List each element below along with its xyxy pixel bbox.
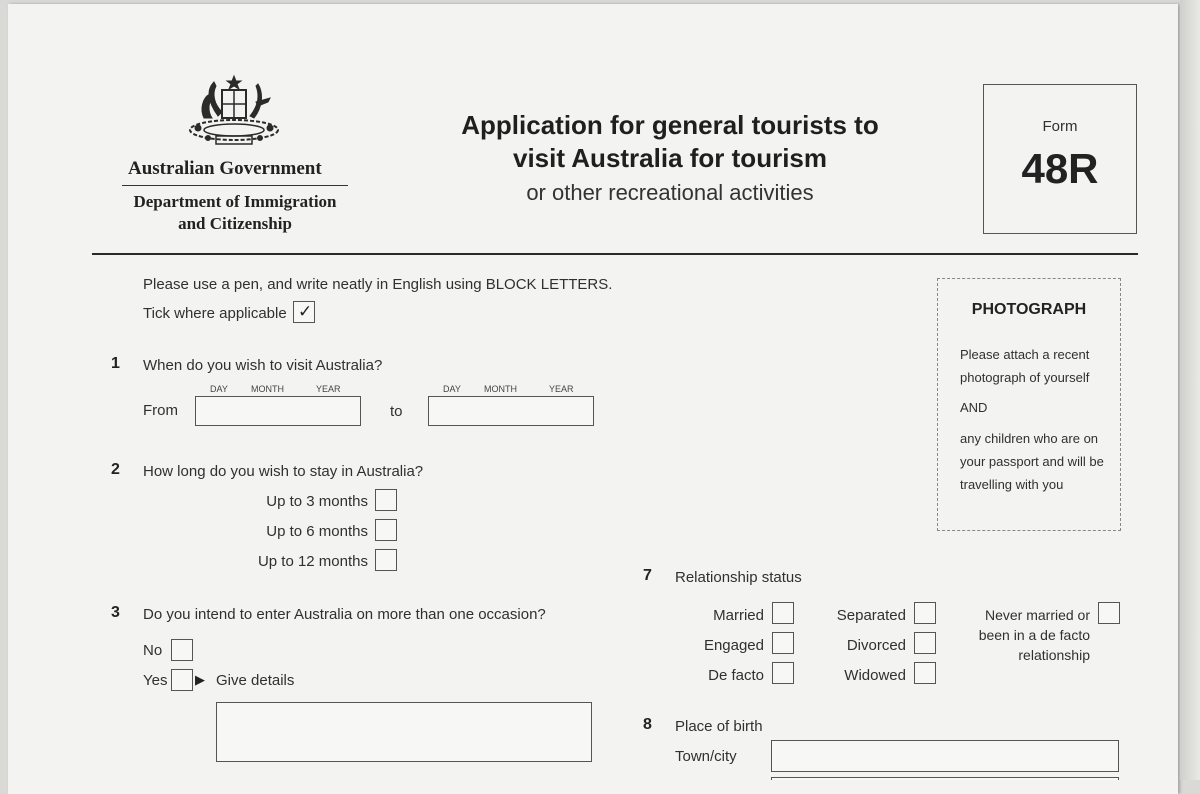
department-line-2: and Citizenship — [178, 214, 292, 233]
separated-label: Separated — [836, 607, 906, 624]
to-year-label: YEAR — [549, 384, 574, 394]
question-7-text: Relationship status — [675, 569, 802, 586]
checkmark-icon: ✓ — [298, 302, 313, 321]
government-name: Australian Government — [128, 158, 322, 179]
option-3-months-checkbox[interactable] — [375, 489, 397, 511]
option-12-months-label: Up to 12 months — [257, 553, 368, 570]
department-line-1: Department of Immigration — [133, 192, 337, 211]
yes-label: Yes — [143, 672, 168, 689]
photo-instruction-1: Please attach a recent — [960, 347, 1090, 362]
photo-instruction-4: any children who are on — [960, 431, 1099, 446]
form-title-line-2: visit Australia for tourism — [513, 143, 827, 173]
option-6-months-label: Up to 6 months — [266, 523, 368, 540]
from-date-field[interactable] — [195, 396, 361, 426]
question-3-text: Do you intend to enter Australia on more than one occasion? — [143, 606, 546, 623]
form-subtitle: or other recreational activities — [526, 180, 814, 205]
from-label: From — [143, 402, 178, 419]
question-2-number: 2 — [111, 461, 120, 478]
question-1-number: 1 — [111, 355, 120, 372]
engaged-label: Engaged — [703, 637, 764, 654]
no-checkbox[interactable] — [171, 639, 193, 661]
town-city-label: Town/city — [675, 748, 737, 765]
never-married-label-2: been in a de facto — [978, 627, 1090, 643]
widowed-checkbox[interactable] — [914, 662, 936, 684]
divorced-label: Divorced — [846, 637, 906, 654]
give-details-label: Give details — [216, 672, 295, 689]
never-married-checkbox[interactable] — [1098, 602, 1120, 624]
never-married-label-3: relationship — [1018, 647, 1090, 663]
header-divider — [122, 185, 348, 186]
yes-checkbox[interactable] — [171, 669, 193, 691]
tick-example-checkbox — [293, 301, 315, 323]
question-8-text: Place of birth — [675, 718, 763, 735]
photo-instruction-and: AND — [960, 400, 988, 415]
from-year-label: YEAR — [316, 384, 341, 394]
from-day-label: DAY — [210, 384, 228, 394]
photograph-box — [937, 278, 1121, 531]
form-number: 48R — [1021, 145, 1099, 192]
question-7-number: 7 — [643, 567, 652, 584]
coat-of-arms-icon — [178, 72, 290, 154]
to-day-label: DAY — [443, 384, 461, 394]
to-label: to — [390, 403, 403, 420]
page-edge — [1180, 0, 1200, 780]
to-date-field[interactable] — [428, 396, 594, 426]
form-label: Form — [1042, 118, 1078, 135]
no-label: No — [143, 642, 163, 659]
form-title-line-1: Application for general tourists to — [461, 110, 879, 140]
photograph-heading: PHOTOGRAPH — [971, 301, 1087, 318]
photo-instruction-5: your passport and will be — [960, 454, 1104, 469]
to-month-label: MONTH — [484, 384, 517, 394]
from-month-label: MONTH — [251, 384, 284, 394]
question-3-number: 3 — [111, 604, 120, 621]
married-label: Married — [713, 607, 764, 624]
details-field[interactable] — [216, 702, 592, 762]
section-rule — [92, 253, 1138, 255]
question-2-text: How long do you wish to stay in Australia? — [143, 463, 424, 480]
form-number-box — [983, 84, 1137, 234]
photo-instruction-6: travelling with you — [960, 477, 1064, 492]
engaged-checkbox[interactable] — [772, 632, 794, 654]
option-6-months-checkbox[interactable] — [375, 519, 397, 541]
tick-instruction-label: Tick where applicable — [143, 305, 287, 322]
option-3-months-label: Up to 3 months — [266, 493, 368, 510]
widowed-label: Widowed — [844, 667, 906, 684]
arrow-right-icon: ▶ — [195, 672, 205, 687]
town-city-field[interactable] — [771, 740, 1119, 772]
de-facto-label: De facto — [708, 667, 764, 684]
question-1-text: When do you wish to visit Australia? — [143, 357, 383, 374]
divorced-checkbox[interactable] — [914, 632, 936, 654]
question-8-number: 8 — [643, 716, 652, 733]
never-married-label-1: Never married or — [984, 607, 1090, 623]
separated-checkbox[interactable] — [914, 602, 936, 624]
married-checkbox[interactable] — [772, 602, 794, 624]
option-12-months-checkbox[interactable] — [375, 549, 397, 571]
instructions-text: Please use a pen, and write neatly in English using BLOCK LETTERS. — [143, 276, 613, 293]
photo-instruction-2: photograph of yourself — [960, 370, 1090, 385]
de-facto-checkbox[interactable] — [772, 662, 794, 684]
